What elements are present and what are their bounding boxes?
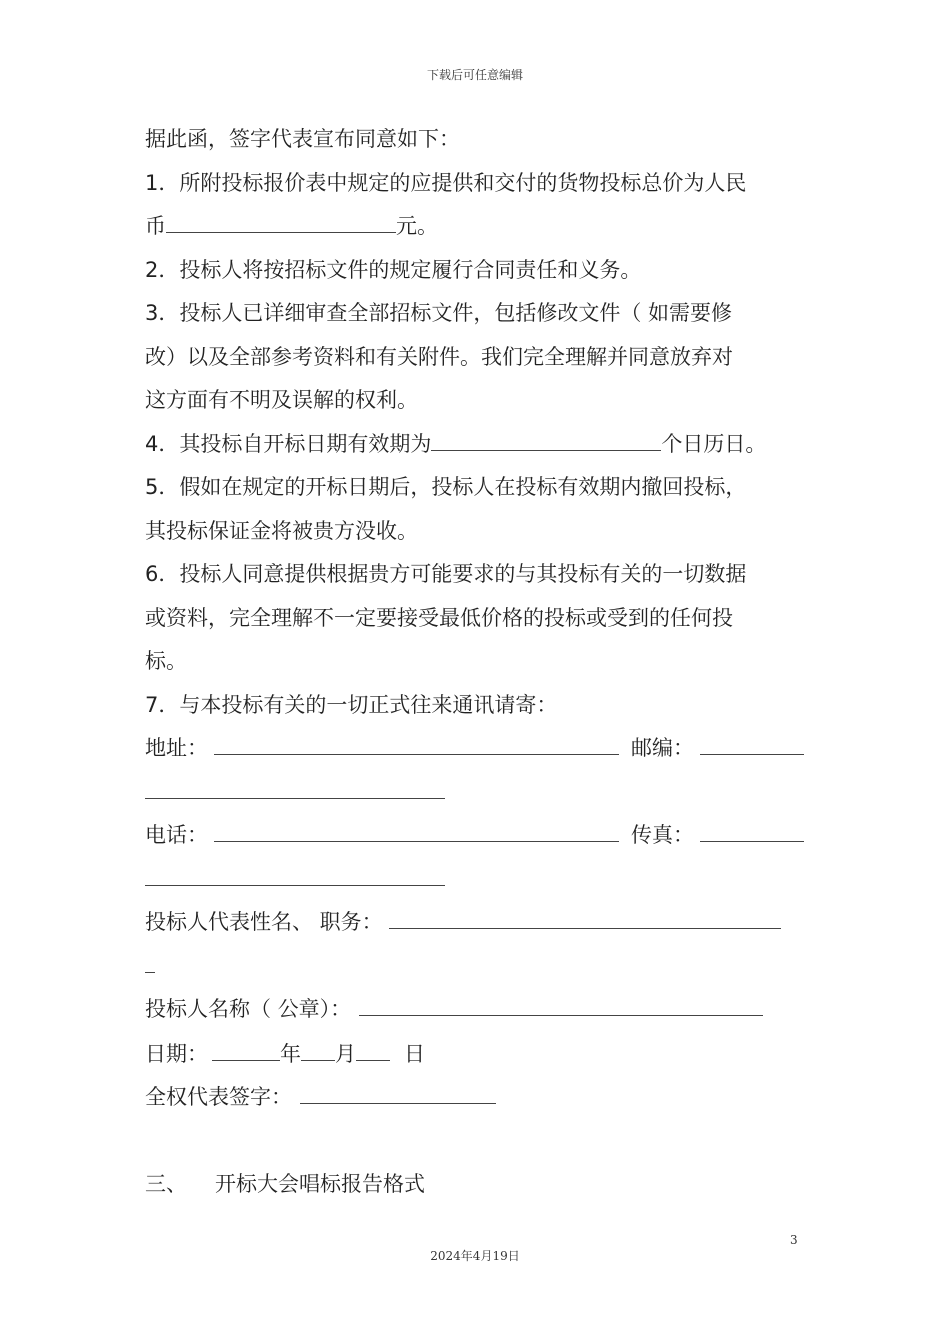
day-label: 日 <box>404 1041 425 1066</box>
representative-line <box>145 901 805 945</box>
section-number: 三、 <box>145 1171 187 1196</box>
validity-label: 4．其投标自开标日期有效期为 <box>145 431 432 456</box>
company-name-blank <box>359 995 763 1016</box>
paragraph-3-cont-2: 这方面有不明及误解的权利。 <box>145 388 418 412</box>
paragraph-1-cont <box>145 205 805 249</box>
paragraph-5-cont: 其投标保证金将被贵方没收。 <box>145 518 418 543</box>
paragraph-intro: 据此函，签字代表宣布同意如下： <box>145 127 460 151</box>
month-blank <box>301 1040 335 1061</box>
paragraph-5: 5．假如在规定的开标日期后，投标人在投标有效期内撤回投标， <box>145 475 747 499</box>
day-blank <box>356 1040 390 1061</box>
fax-blank-cont <box>145 865 445 886</box>
page-footer-date: 2024年4月19日 <box>430 1249 520 1263</box>
phone-label: 电话： <box>145 823 208 847</box>
address-label: 地址： <box>145 736 208 760</box>
paragraph-6-cont-1: 或资料，完全理解不一定要接受最低价格的投标或受到的任何投 <box>145 605 733 630</box>
phone-blank <box>214 821 619 842</box>
page-header: 下载后可任意编辑 <box>426 68 523 82</box>
address-line <box>145 727 805 771</box>
representative-blank <box>389 908 781 929</box>
paragraph-7: 7．与本投标有关的一切正式往来通讯请寄： <box>145 692 558 717</box>
phone-line-cont <box>145 858 805 902</box>
date-label: 日期： <box>145 1041 208 1066</box>
fax-blank <box>700 821 804 842</box>
representative-line-cont <box>145 945 805 989</box>
address-blank <box>214 734 619 755</box>
paragraph-3: 3．投标人已详细审查全部招标文件，包括修改文件（ 如需要修 <box>145 301 733 325</box>
company-name-label: 投标人名称（ 公章）： <box>145 997 352 1021</box>
validity-unit: 个日历日。 <box>661 431 767 456</box>
year-label: 年 <box>280 1041 301 1066</box>
paragraph-3-cont-1: 改）以及全部参考资料和有关附件。我们完全理解并同意放弃对 <box>145 344 733 369</box>
postcode-blank <box>700 734 804 755</box>
document-body <box>145 118 805 1206</box>
total-price-blank <box>166 212 396 233</box>
company-name-line <box>145 988 805 1032</box>
date-line <box>145 1032 805 1076</box>
section-title: 开标大会唱标报告格式 <box>215 1171 425 1196</box>
currency-label: 币 <box>145 214 166 238</box>
signature-blank <box>300 1083 496 1104</box>
paragraph-4 <box>145 423 805 467</box>
address-line-cont <box>145 771 805 815</box>
paragraph-2: 2．投标人将按招标文件的规定履行合同责任和义务。 <box>145 257 642 282</box>
validity-days-blank <box>431 430 661 451</box>
representative-label: 投标人代表性名、 职务： <box>145 910 383 934</box>
paragraph-6: 6．投标人同意提供根据贵方可能要求的与其投标有关的一切数据 <box>145 562 747 586</box>
section-heading <box>145 1163 805 1207</box>
page-number: 3 <box>790 1233 798 1247</box>
year-blank <box>212 1040 280 1061</box>
signature-label: 全权代表签字： <box>145 1084 292 1109</box>
representative-blank-cont <box>145 952 155 973</box>
postcode-blank-cont <box>145 778 445 799</box>
spacer <box>145 1119 805 1163</box>
paragraph-1: 1．所附投标报价表中规定的应提供和交付的货物投标总价为人民 <box>145 170 747 195</box>
fax-label: 传真： <box>631 823 694 847</box>
phone-line <box>145 814 805 858</box>
postcode-label: 邮编： <box>631 736 694 760</box>
currency-unit: 元。 <box>396 214 438 238</box>
month-label: 月 <box>335 1041 356 1066</box>
signature-line <box>145 1076 805 1120</box>
paragraph-6-cont-2: 标。 <box>145 649 187 673</box>
